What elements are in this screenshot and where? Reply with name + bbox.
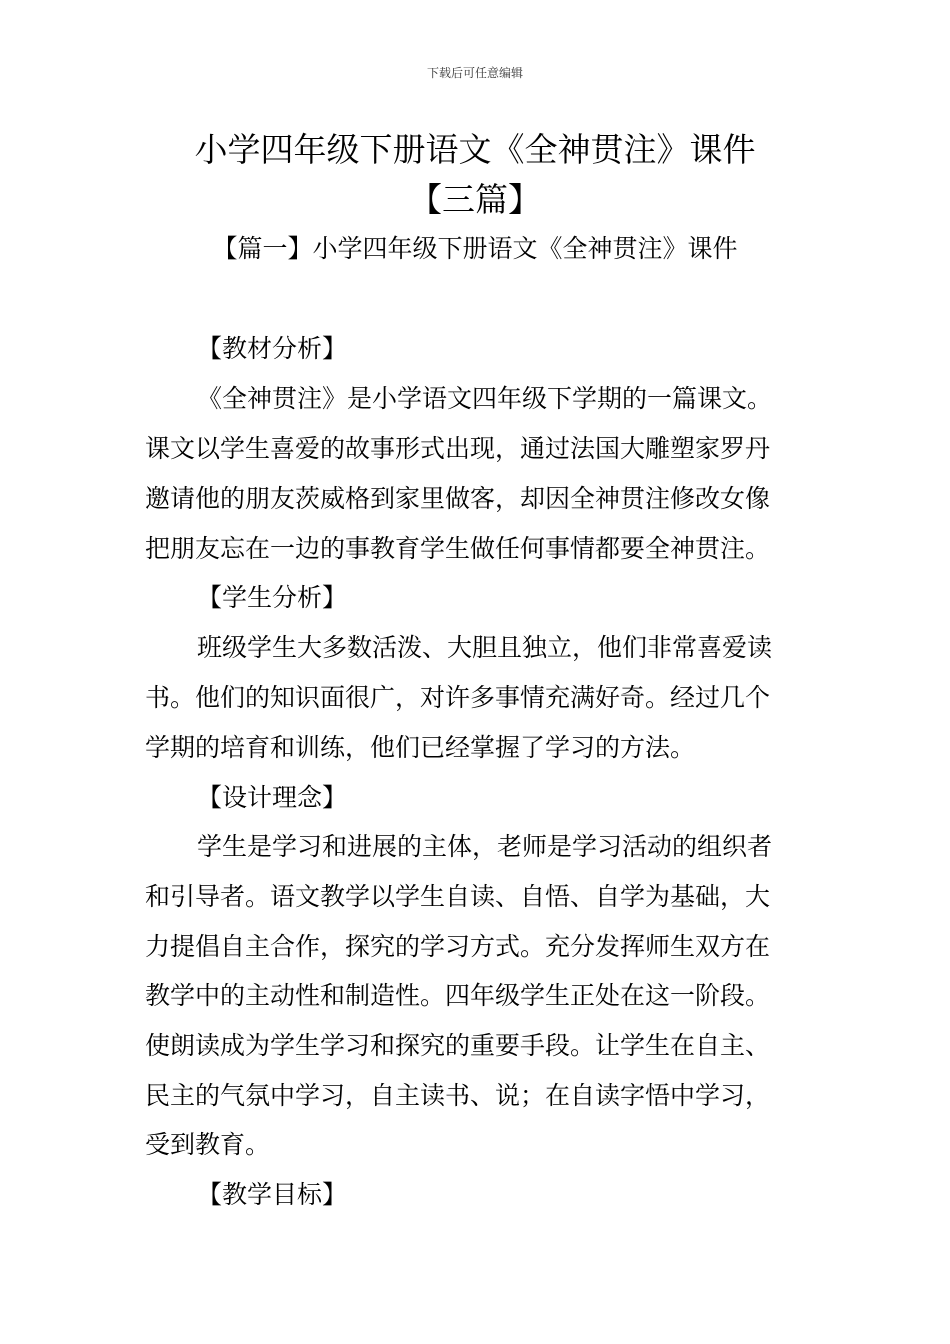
- header-note: 下载后可任意编辑: [426, 66, 523, 80]
- section-heading-material: 【教材分析】: [197, 334, 348, 363]
- paragraph-line: 书。他们的知识面很广，对许多事情充满好奇。经过几个: [145, 683, 771, 712]
- article-subtitle: 【篇一】小学四年级下册语文《全神贯注》课件: [212, 234, 738, 263]
- paragraph-line: 课文以学生喜爱的故事形式出现，通过法国大雕塑家罗丹: [145, 434, 771, 463]
- paragraph-line: 力提倡自主合作，探究的学习方式。充分发挥师生双方在: [145, 932, 771, 961]
- paragraph-line: 邀请他的朋友茨威格到家里做客，却因全神贯注修改女像: [145, 484, 771, 513]
- paragraph-line: 班级学生大多数活泼、大胆且独立，他们非常喜爱读: [197, 633, 773, 662]
- section-heading-goals: 【教学目标】: [197, 1180, 348, 1209]
- paragraph-line: 《全神贯注》是小学语文四年级下学期的一篇课文。: [197, 384, 773, 413]
- paragraph-line: 把朋友忘在一边的事教育学生做任何事情都要全神贯注。: [145, 534, 771, 563]
- document-title-line-2: 【三篇】: [409, 180, 541, 219]
- paragraph-line: 使朗读成为学生学习和探究的重要手段。让学生在自主、: [145, 1031, 771, 1060]
- paragraph-line: 学生是学习和进展的主体，老师是学习活动的组织者: [197, 832, 773, 861]
- paragraph-line: 和引导者。语文教学以学生自读、自悟、自学为基础，大: [145, 882, 771, 911]
- paragraph-line: 民主的气氛中学习，自主读书、说；在自读字悟中学习，: [145, 1081, 771, 1110]
- document-title-line-1: 小学四年级下册语文《全神贯注》课件: [194, 130, 756, 169]
- section-heading-concept: 【设计理念】: [197, 783, 348, 812]
- section-heading-students: 【学生分析】: [197, 583, 348, 612]
- paragraph-line: 教学中的主动性和制造性。四年级学生正处在这一阶段。: [145, 981, 771, 1010]
- paragraph-line: 学期的培育和训练，他们已经掌握了学习的方法。: [145, 733, 696, 762]
- paragraph-line: 受到教育。: [145, 1130, 271, 1159]
